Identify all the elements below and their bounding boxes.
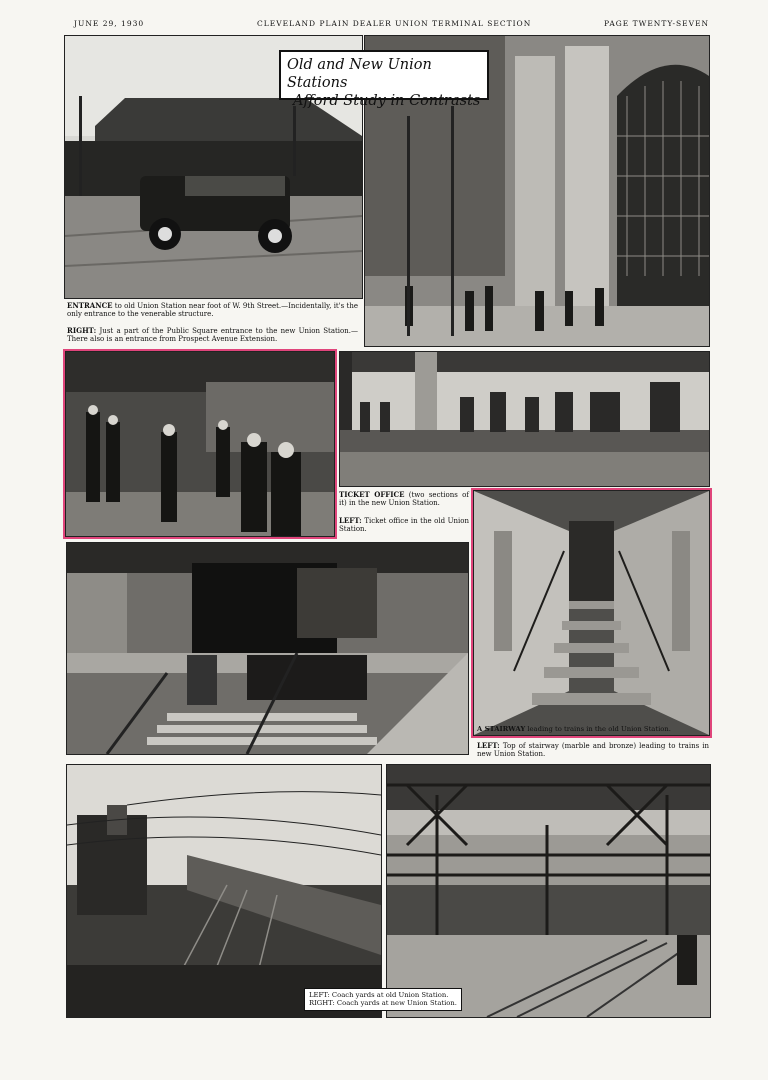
caption-coach-yards: [304, 988, 462, 1011]
photo-new-coach-yards: [386, 764, 711, 1018]
section-title: CLEVELAND PLAIN DEALER UNION TERMINAL SECTION: [257, 19, 532, 28]
photo-new-stairway-top: [66, 542, 469, 755]
caption-left-stairway: [477, 742, 709, 759]
photo-old-ticket-office: [65, 351, 335, 537]
caption-right-public-square: [67, 327, 358, 344]
caption-coach-line-1: LEFT: Coach yards at old Union Station.: [309, 991, 449, 999]
caption-entrance: [67, 302, 358, 319]
issue-date: JUNE 29, 1930: [74, 19, 145, 28]
caption-right-lead: RIGHT:: [67, 326, 97, 335]
caption-coach-line-2: RIGHT: Coach yards at new Union Station.: [309, 999, 457, 1008]
caption-left-stair-lead: LEFT:: [477, 741, 500, 750]
caption-ticket-text: (two sections of it) in the new Union Station.: [339, 491, 469, 508]
caption-left-stair-text: Top of stairway (marble and bronze) leading to trains in new Union Station.: [477, 742, 709, 759]
caption-ticket-lead: TICKET OFFICE: [339, 490, 405, 499]
caption-ticket-office: [339, 491, 469, 508]
caption-left-ticket-text: Ticket office in the old Union Station.: [339, 517, 469, 534]
caption-entrance-lead: ENTRANCE: [67, 301, 113, 310]
photo-old-coach-yards: [66, 764, 382, 1018]
caption-left-ticket: [339, 517, 469, 534]
photo-new-ticket-office: [339, 351, 710, 487]
page-headline: [279, 50, 489, 109]
caption-entrance-text: to old Union Station near foot of W. 9th Street.—Incidentally, it's the only entrance to the venerable structure.: [67, 302, 358, 319]
caption-right-text: Just a part of the Public Square entrance to the new Union Station.—There also is an entrance from Prospect Avenue Extension.: [67, 327, 358, 344]
photo-old-stairway: [473, 490, 710, 736]
caption-stairway-lead: A STAIRWAY: [477, 725, 526, 733]
page-number: PAGE TWENTY-SEVEN: [604, 19, 710, 28]
caption-left-ticket-lead: LEFT:: [339, 516, 362, 525]
headline-line-2: Afford Study in Contrasts: [293, 93, 481, 109]
caption-stairway-text: leading to trains in the old Union Station.: [527, 725, 671, 733]
caption-stairway: [477, 725, 709, 733]
headline-line-1: Old and New Union Stations: [287, 57, 432, 91]
